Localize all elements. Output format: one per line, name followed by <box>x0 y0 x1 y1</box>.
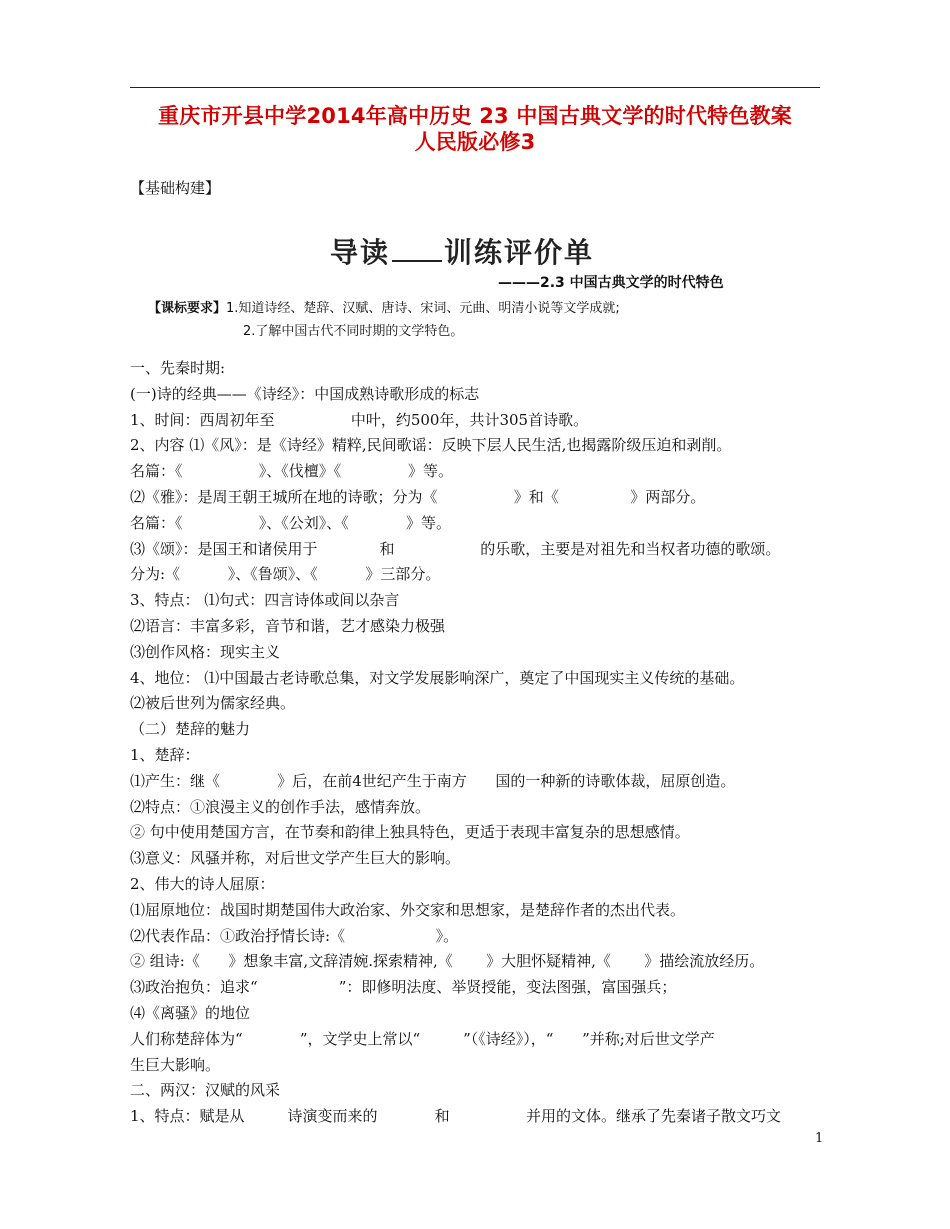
text-line: 1、楚辞： <box>130 745 200 764</box>
header-rule <box>130 87 820 88</box>
text-line: 分为:《 》、《鲁颂》、《 》三部分。 <box>130 565 441 584</box>
text-line: 3、特点： ⑴句式：四言诗体或间以杂言 <box>130 591 400 610</box>
text-line: ⑵被后世列为儒家经典。 <box>130 694 296 713</box>
text-line: ⑶《颂》：是国王和诸侯用于 和 的乐歌，主要是对祖先和当权者功德的歌颂。 <box>130 539 781 558</box>
banner-blank <box>392 238 442 262</box>
text-line: （二）楚辞的魅力 <box>130 720 251 739</box>
text-line: 二、两汉：汉赋的风采 <box>130 1081 281 1100</box>
text-line: ⑵语言：丰富多彩，音节和谐，艺才感染力极强 <box>130 616 446 635</box>
body-text <box>130 356 830 1130</box>
text-line: 1、特点：赋是从 诗演变而来的 和 并用的文体。继承了先秦诸子散文巧文 <box>130 1107 781 1126</box>
kebiao-item-2: 2.了解中国古代不同时期的文学特色。 <box>243 324 464 339</box>
text-line: 人们称楚辞体为“ ”，文学史上常以“ ”（《诗经》），“ ”并称;对后世文学产 <box>130 1029 715 1048</box>
kebiao-label: 【课标要求】 <box>148 301 227 316</box>
banner-heading <box>330 231 594 271</box>
banner-right: 训练评价单 <box>444 236 595 269</box>
text-line: ⑵特点：①浪漫主义的创作手法，感情奔放。 <box>130 797 431 816</box>
text-line: ⑶意义：风骚并称，对后世文学产生巨大的影响。 <box>130 849 461 868</box>
text-line: ⑴产生：继《 》后，在前4世纪产生于南方 国的一种新的诗歌体裁，屈原创造。 <box>130 771 736 790</box>
text-line: ⑴屈原地位：战国时期楚国伟大政治家、外交家和思想家，是楚辞作者的杰出代表。 <box>130 900 686 919</box>
text-line: 2、伟大的诗人屈原： <box>130 874 275 893</box>
text-line: 生巨大影响。 <box>130 1055 221 1074</box>
text-line: (一)诗的经典——《诗经》：中国成熟诗歌形成的标志 <box>130 384 480 403</box>
text-line: 2、内容 ⑴《风》：是《诗经》精粹,民间歌谣：反映下层人民生活,也揭露阶级压迫和剥削。 <box>130 436 732 455</box>
text-line: 4、地位： ⑴中国最古老诗歌总集，对文学发展影响深广，奠定了中国现实主义传统的基础。 <box>130 668 745 687</box>
text-line: ⑶政治抱负：追求“ ”：即修明法度、举贤授能，变法图强，富国强兵； <box>130 978 677 997</box>
page-number: 1 <box>815 1131 824 1146</box>
banner-subtitle: ———2.3 中国古典文学的时代特色 <box>498 275 724 291</box>
text-line: ⑵《雅》：是周王朝王城所在地的诗歌；分为《 》和《 》两部分。 <box>130 487 706 506</box>
banner-left: 导读 <box>330 236 391 269</box>
section-tag: 【基础构建】 <box>130 179 221 197</box>
text-line: 1、时间：西周初年至 中叶，约500年，共计305首诗歌。 <box>130 410 589 429</box>
text-line: 一、先秦时期: <box>130 359 226 377</box>
text-line: ⑶创作风格：现实主义 <box>130 642 281 661</box>
text-line: ⑷《离骚》的地位 <box>130 1003 251 1022</box>
text-line: ② 句中使用楚国方言，在节奏和韵律上独具特色，更适于表现丰富复杂的思想感情。 <box>130 823 690 842</box>
document-title-line1: 重庆市开县中学2014年高中历史 23 中国古典文学的时代特色教案 <box>158 104 792 128</box>
document-title-line2: 人民版必修3 <box>414 130 536 154</box>
kebiao-requirements <box>148 298 620 320</box>
text-line: 名篇：《 》、《公刘》、《 》等。 <box>130 513 452 532</box>
text-line: ② 组诗:《 》想象丰富,文辞清婉.探索精神,《 》大胆怀疑精神,《 》描绘流放经历。 <box>130 952 765 971</box>
text-line: 名篇：《 》、《伐檀》《 》等。 <box>130 462 454 481</box>
text-line: ⑵代表作品：①政治抒情长诗:《 》。 <box>130 926 459 945</box>
kebiao-item-1: 1.知道诗经、楚辞、汉赋、唐诗、宋词、元曲、明清小说等文学成就; <box>226 301 620 316</box>
